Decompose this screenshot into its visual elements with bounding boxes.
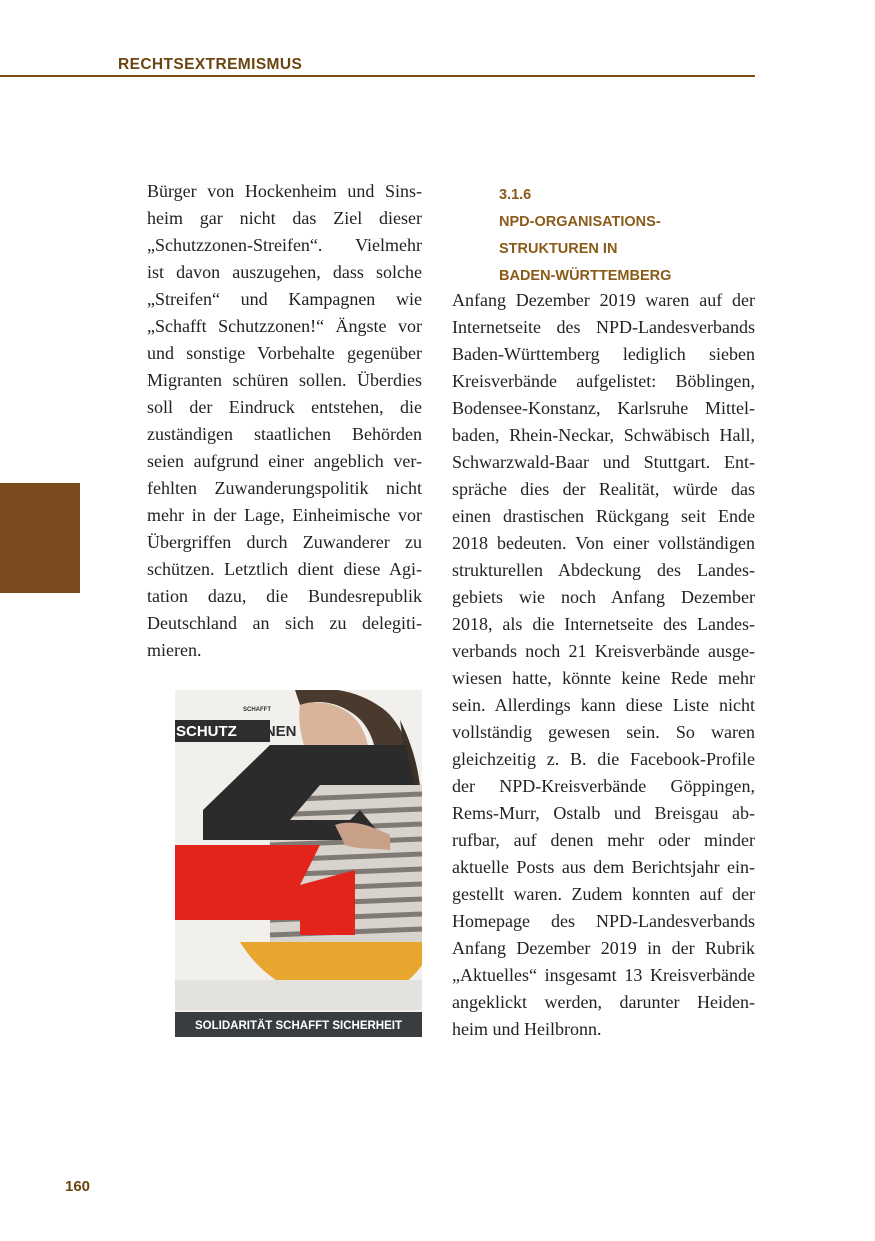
text-line: angeklickt werden, darunter Heiden- — [452, 992, 755, 1012]
text-line: der NPD-Kreisverbände Göppingen, — [452, 776, 755, 796]
text-line: wiesen hatte, könnte keine Rede mehr — [452, 668, 755, 688]
poster-small-text: SCHAFFT — [243, 707, 271, 713]
text-line: rufbar, auf denen mehr oder minder — [452, 830, 755, 850]
text-line: ist davon auszugehen, dass solche — [147, 262, 422, 282]
header-rule — [0, 75, 755, 77]
text-line: Internetseite des NPD-Landesverbands — [452, 317, 755, 337]
text-line: Deutschland an sich zu delegiti- — [147, 613, 422, 633]
running-header: RECHTSEXTREMISMUS — [118, 56, 303, 73]
text-line: Anfang Dezember 2019 in der Rubrik — [452, 938, 755, 958]
right-text-column — [452, 287, 755, 1043]
text-line: Übergriffen durch Zuwanderer zu — [147, 532, 422, 552]
chapter-side-tab — [0, 483, 80, 593]
text-line: gebiets wie noch Anfang Dezember — [452, 587, 755, 607]
text-line: baden, Rhein-Neckar, Schwäbisch Hall, — [452, 425, 755, 445]
text-line: seien aufgrund einer angeblich ver- — [147, 451, 422, 471]
poster-logo-part2: ZONEN — [244, 723, 297, 740]
text-line: mieren. — [147, 640, 202, 660]
left-text-column — [147, 178, 422, 664]
text-line: 2018, als die Internetseite des Landes- — [452, 614, 755, 634]
text-line: mehr in der Lage, Einheimische vor — [147, 505, 422, 525]
poster-logo-part1: SCHUTZ — [176, 723, 237, 740]
text-line: vollständig gewesen sein. So waren — [452, 722, 755, 742]
text-line: strukturellen Abdeckung des Landes- — [452, 560, 755, 580]
text-line: zuständigen staatlichen Behörden — [147, 424, 422, 444]
text-line: und sonstige Vorbehalte gegenüber — [147, 343, 422, 363]
text-line: Kreisverbände aufgelistet: Böblingen, — [452, 371, 755, 391]
text-line: soll der Eindruck entstehen, die — [147, 397, 422, 417]
poster-banner-text: SOLIDARITÄT SCHAFFT SICHERHEIT — [195, 1020, 402, 1032]
text-line: aktuelle Posts aus dem Berichtsjahr ein- — [452, 857, 755, 877]
text-line: Migranten schüren sollen. Überdies — [147, 370, 422, 390]
text-line: Baden-Württemberg lediglich sieben — [452, 344, 755, 364]
text-line: verbands noch 21 Kreisverbände ausge- — [452, 641, 755, 661]
text-line: heim gar nicht das Ziel dieser — [147, 208, 422, 228]
text-line: 2018 bedeuten. Von einer vollständigen — [452, 533, 755, 553]
text-line: „Schutzzonen-Streifen“. Vielmehr — [147, 235, 422, 255]
campaign-poster-image — [175, 690, 422, 1037]
text-line: sein. Allerdings kann diese Liste nicht — [452, 695, 755, 715]
section-heading — [499, 182, 759, 290]
text-line: gestellt waren. Zudem konnten auf der — [452, 884, 755, 904]
text-line: „Streifen“ und Kampagnen wie — [147, 289, 422, 309]
section-title-line-1: NPD-ORGANISATIONS- — [499, 214, 661, 230]
section-title-line-2: STRUKTUREN IN — [499, 241, 618, 257]
section-number: 3.1.6 — [499, 187, 532, 203]
text-line: Rems-Murr, Ostalb und Breisgau ab- — [452, 803, 755, 823]
text-line: Anfang Dezember 2019 waren auf der — [452, 290, 755, 310]
text-line: einen drastischen Rückgang seit Ende — [452, 506, 755, 526]
text-line: tation dazu, die Bundesrepublik — [147, 586, 422, 606]
text-line: Schwarzwald-Baar und Stuttgart. Ent- — [452, 452, 755, 472]
text-line: gleichzeitig z. B. die Facebook-Profile — [452, 749, 755, 769]
text-line: fehlten Zuwanderungspolitik nicht — [147, 478, 422, 498]
page-number: 160 — [65, 1178, 91, 1195]
section-title-line-3: BADEN-WÜRTTEMBERG — [499, 268, 672, 284]
text-line: Bürger von Hockenheim und Sins- — [147, 181, 422, 201]
text-line: Bodensee-Konstanz, Karlsruhe Mittel- — [452, 398, 755, 418]
text-line: „Aktuelles“ insgesamt 13 Kreisverbände — [452, 965, 755, 985]
text-line: schützen. Letztlich dient diese Agi- — [147, 559, 422, 579]
text-line: heim und Heilbronn. — [452, 1019, 602, 1039]
text-line: Homepage des NPD-Landesverbands — [452, 911, 755, 931]
text-line: spräche dies der Realität, würde das — [452, 479, 755, 499]
text-line: „Schafft Schutzzonen!“ Ängste vor — [147, 316, 422, 336]
